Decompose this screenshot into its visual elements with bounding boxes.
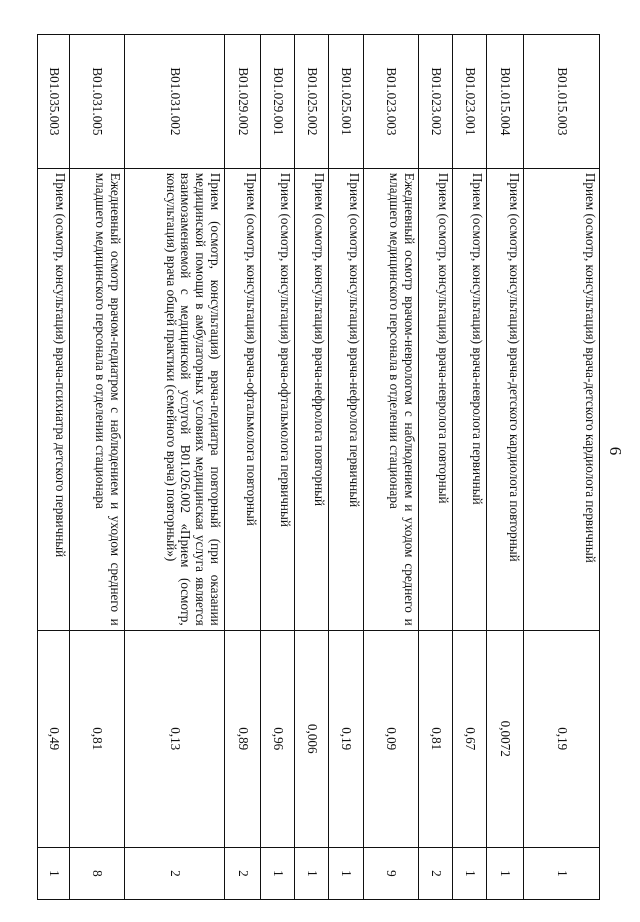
service-code: B01.029.001: [261, 35, 295, 169]
frequency-coefficient: 0,006: [295, 630, 329, 847]
frequency-coefficient: 0,19: [524, 630, 600, 847]
service-name: Ежедневный осмотр врачом-неврологом с наблюдением и уходом среднего и младшего медицинского персонала в отделении стационара: [364, 168, 419, 630]
service-name: Прием (осмотр, консультация) врача-нефролога первичный: [329, 168, 364, 630]
frequency-coefficient: 0,67: [453, 630, 487, 847]
multiplicity: 1: [329, 847, 364, 899]
multiplicity: 1: [38, 847, 70, 899]
table-row: [70, 35, 125, 900]
frequency-coefficient: 0,89: [225, 630, 261, 847]
service-code: B01.015.004: [487, 35, 524, 169]
frequency-coefficient: 0,81: [70, 630, 125, 847]
service-name: Прием (осмотр, консультация) врача-невролога первичный: [453, 168, 487, 630]
multiplicity: 1: [295, 847, 329, 899]
service-code: B01.023.002: [419, 35, 453, 169]
frequency-coefficient: 0,13: [125, 630, 225, 847]
service-code: B01.023.003: [364, 35, 419, 169]
table-row: [261, 35, 295, 900]
service-code: B01.025.002: [295, 35, 329, 169]
multiplicity: 9: [364, 847, 419, 899]
frequency-coefficient: 0,19: [329, 630, 364, 847]
service-code: B01.023.001: [453, 35, 487, 169]
service-code: B01.035.003: [38, 35, 70, 169]
service-name: Прием (осмотр, консультация) врача-детского кардиолога первичный: [524, 168, 600, 630]
frequency-coefficient: 0,09: [364, 630, 419, 847]
service-name: Прием (осмотр, консультация) врача-офтальмолога первичный: [261, 168, 295, 630]
multiplicity: 2: [225, 847, 261, 899]
multiplicity: 1: [524, 847, 600, 899]
table-row: [38, 35, 70, 900]
multiplicity: 2: [125, 847, 225, 899]
multiplicity: 1: [261, 847, 295, 899]
multiplicity: 1: [453, 847, 487, 899]
table-row: [453, 35, 487, 900]
table-row: [524, 35, 600, 900]
services-table: [37, 34, 600, 900]
table-row: [225, 35, 261, 900]
service-name: Прием (осмотр, консультация) врача-нефролога повторный: [295, 168, 329, 630]
service-name: Прием (осмотр, консультация) врача-офтальмолога повторный: [225, 168, 261, 630]
frequency-coefficient: 0,81: [419, 630, 453, 847]
multiplicity: 1: [487, 847, 524, 899]
service-name: Прием (осмотр, консультация) врача-детского кардиолога повторный: [487, 168, 524, 630]
service-code: B01.031.002: [125, 35, 225, 169]
table-row: [364, 35, 419, 900]
service-name: Прием (осмотр, консультация) врача-педиатра повторный (при оказании медицинской помощи в амбулаторных условиях медицинская услуга является взаимозаменяемой с медицинской услугой B01.026.002 «Прием (осмотр, консультация) врача общей практики (семейного врача) повторный»): [125, 168, 225, 630]
page-number: 6: [606, 446, 625, 456]
service-name: Прием (осмотр, консультация) врача-невролога повторный: [419, 168, 453, 630]
frequency-coefficient: 0,0072: [487, 630, 524, 847]
table-container: [46, 34, 600, 900]
service-code: B01.031.005: [70, 35, 125, 169]
table-row: [329, 35, 364, 900]
frequency-coefficient: 0,49: [38, 630, 70, 847]
table-row: [487, 35, 524, 900]
multiplicity: 2: [419, 847, 453, 899]
service-name: Прием (осмотр, консультация) врача-психиатра детского первичный: [38, 168, 70, 630]
table-row: [419, 35, 453, 900]
multiplicity: 8: [70, 847, 125, 899]
rotated-table-area: [46, 34, 600, 900]
table-row: [125, 35, 225, 900]
service-code: B01.029.002: [225, 35, 261, 169]
service-name: Ежедневный осмотр врачом-педиатром с наблюдением и уходом среднего и младшего медицинского персонала в отделении стационара: [70, 168, 125, 630]
table-row: [295, 35, 329, 900]
service-code: B01.025.001: [329, 35, 364, 169]
service-code: B01.015.003: [524, 35, 600, 169]
frequency-coefficient: 0,96: [261, 630, 295, 847]
